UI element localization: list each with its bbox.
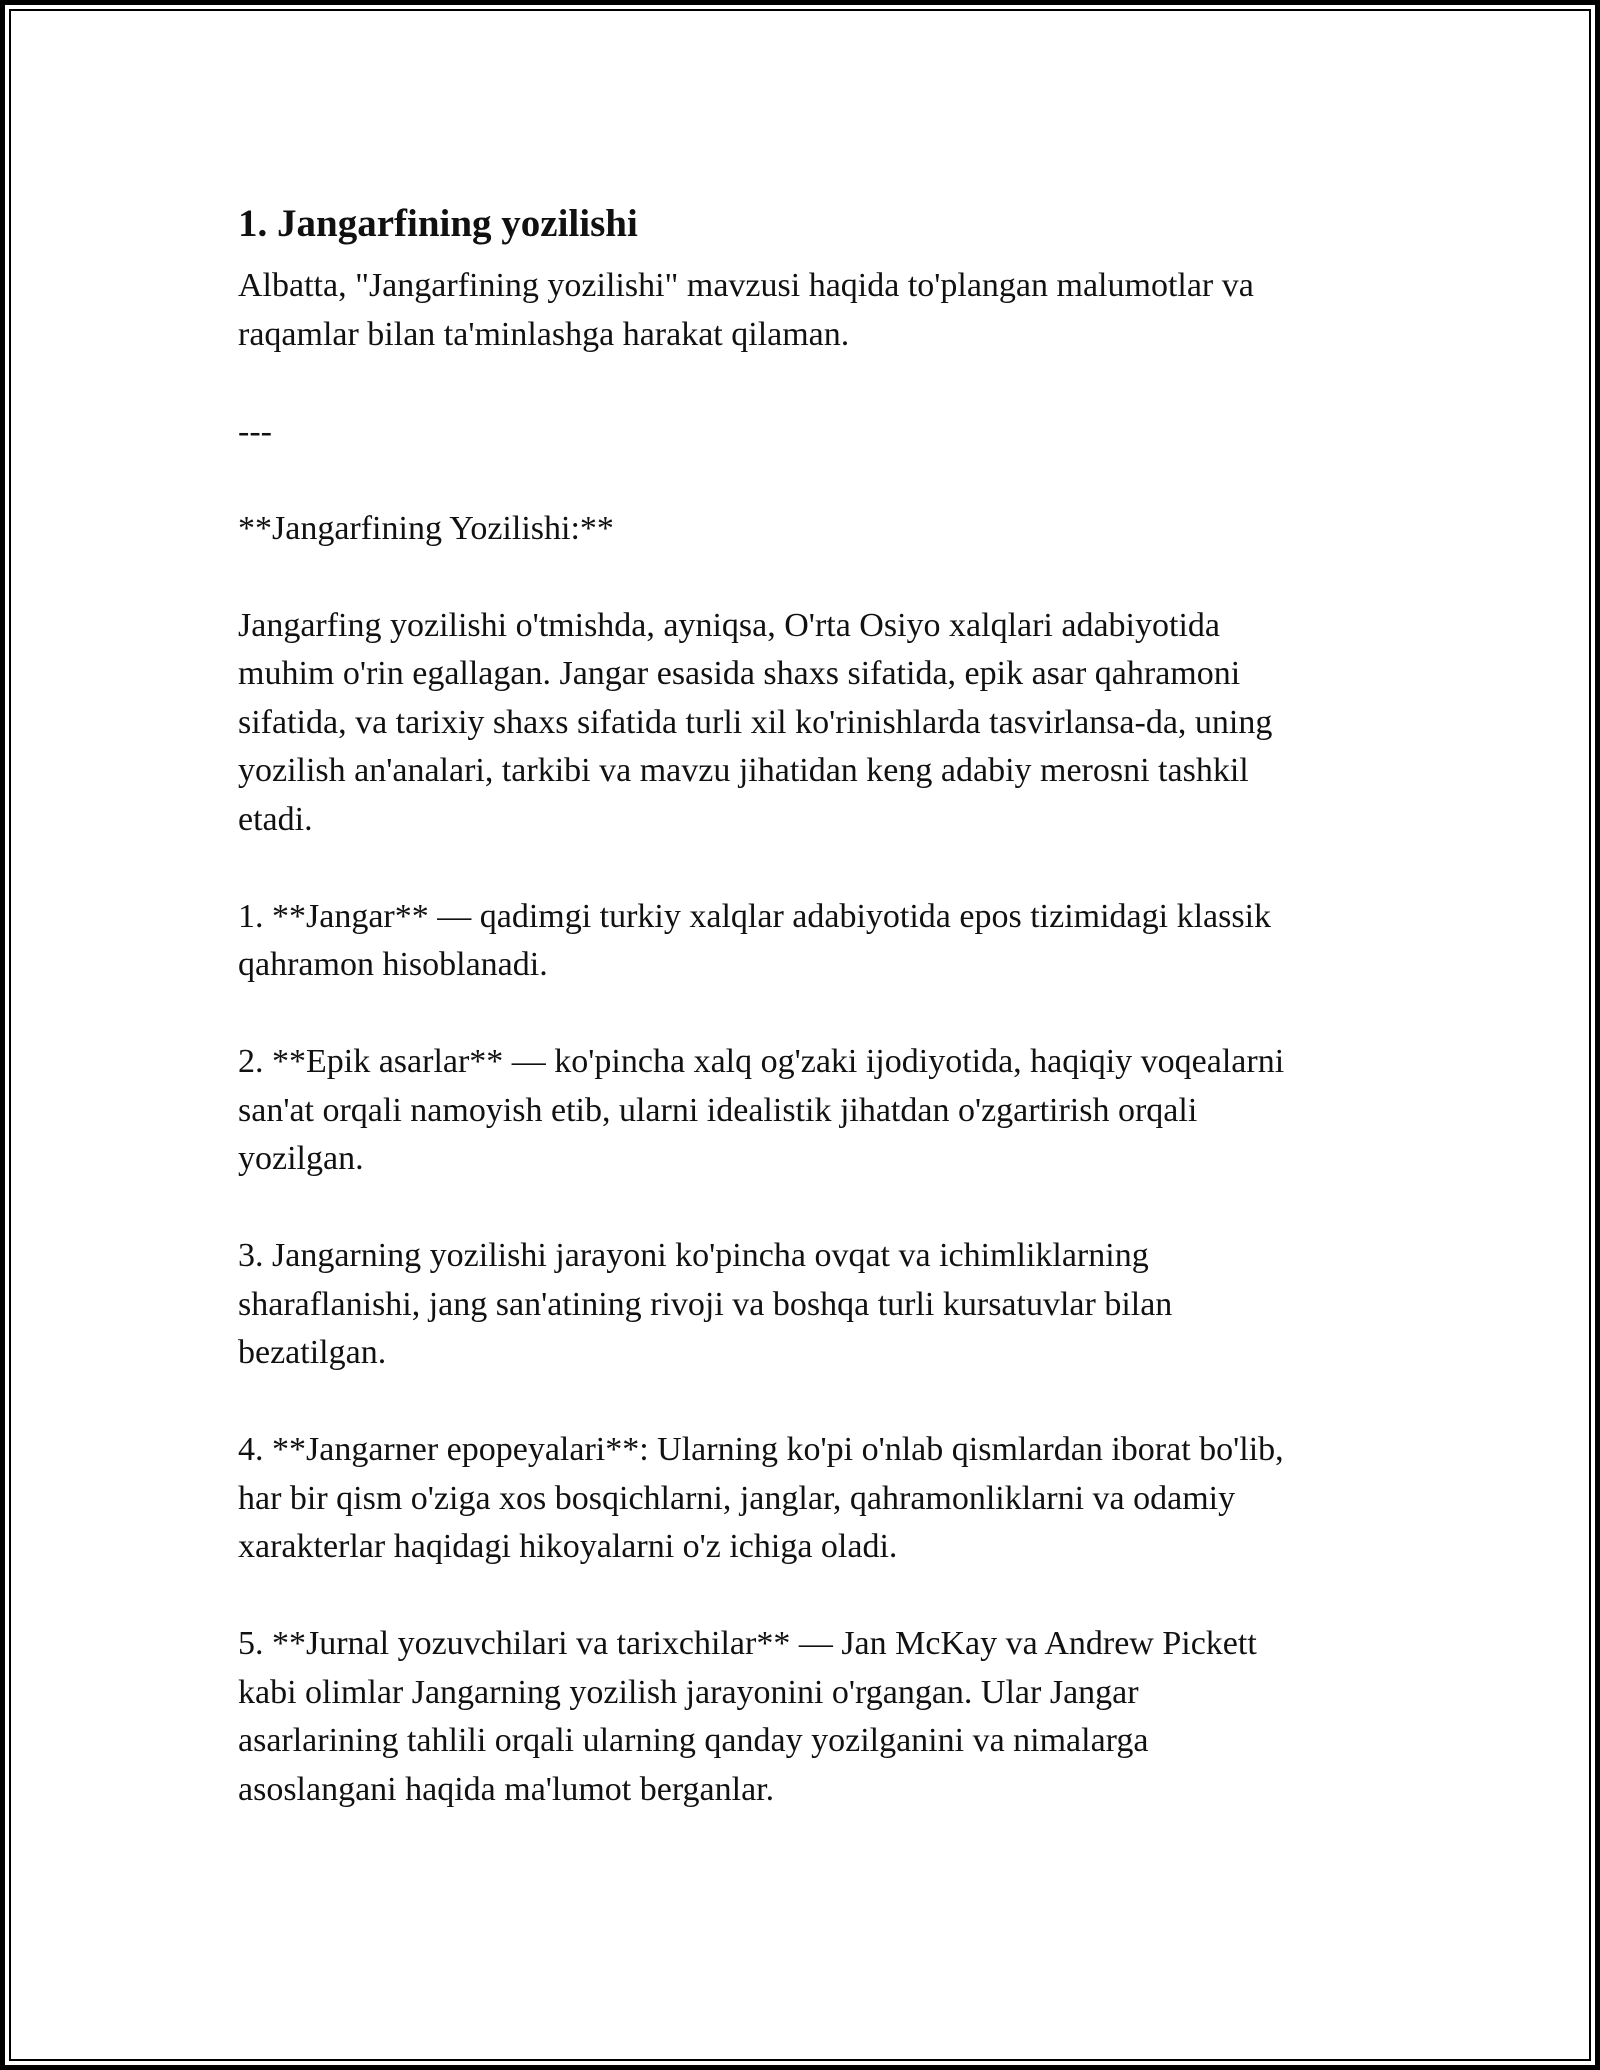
list-item-5: 5. **Jurnal yozuvchilari va tarixchilar** — Jan McKay va Andrew Pickett kabi olimlar Jangarning yozilish jarayonini o'rgangan. Ular Jangar asarlarining tahlili orqali ularning qanday yozilganini va nimalarga asoslangani haqida ma'lumot berganlar. xyxy=(238,1625,1257,1808)
page-border-inner xyxy=(9,9,1591,2061)
list-item-2: 2. **Epik asarlar** — ko'pincha xalq og'zaki ijodiyotida, haqiqiy voqealarni san'at orqali namoyish etib, ularni idealistik jihatdan o'zgartirish orqali yozilgan. xyxy=(238,1043,1285,1177)
list-item-1: 1. **Jangar** — qadimgi turkiy xalqlar adabiyotida epos tizimidagi klassik qahramon hisoblanadi. xyxy=(238,897,1272,983)
intro-paragraph: Albatta, "Jangarfining yozilishi" mavzusi haqida to'plangan malumotlar va raqamlar bilan ta'minlashga harakat qilaman. xyxy=(238,267,1254,353)
list-item-4: 4. **Jangarner epopeyalari**: Ularning ko'pi o'nlab qismlardan iborat bo'lib, har bir qism o'ziga xos bosqichlarni, janglar, qahramonliklarni va odamiy xarakterlar haqidagi hikoyalarni o'z ichiga oladi. xyxy=(238,1431,1284,1565)
list-item-3: 3. Jangarning yozilishi jarayoni ko'pincha ovqat va ichimliklarning sharaflanishi, jang san'atining rivoji va boshqa turli kursatuvlar bilan bezatilgan. xyxy=(238,1237,1173,1371)
document-body xyxy=(238,194,1388,1863)
overview-paragraph: Jangarfing yozilishi o'tmishda, ayniqsa, O'rta Osiyo xalqlari adabiyotida muhim o'rin egallagan. Jangar esasida shaxs sifatida, epik asar qahramoni sifatida, va tarixiy shaxs sifatida turli xil ko'rinishlarda tasvirlansa-da, uning yozilish an'analari, tarkibi va mavzu jihatidan keng adabiy merosni tashkil etadi. xyxy=(238,606,1273,838)
section-heading: **Jangarfining Yozilishi:** xyxy=(238,509,614,547)
document-title: 1. Jangarfining yozilishi xyxy=(238,202,638,245)
separator-line: --- xyxy=(238,412,272,450)
